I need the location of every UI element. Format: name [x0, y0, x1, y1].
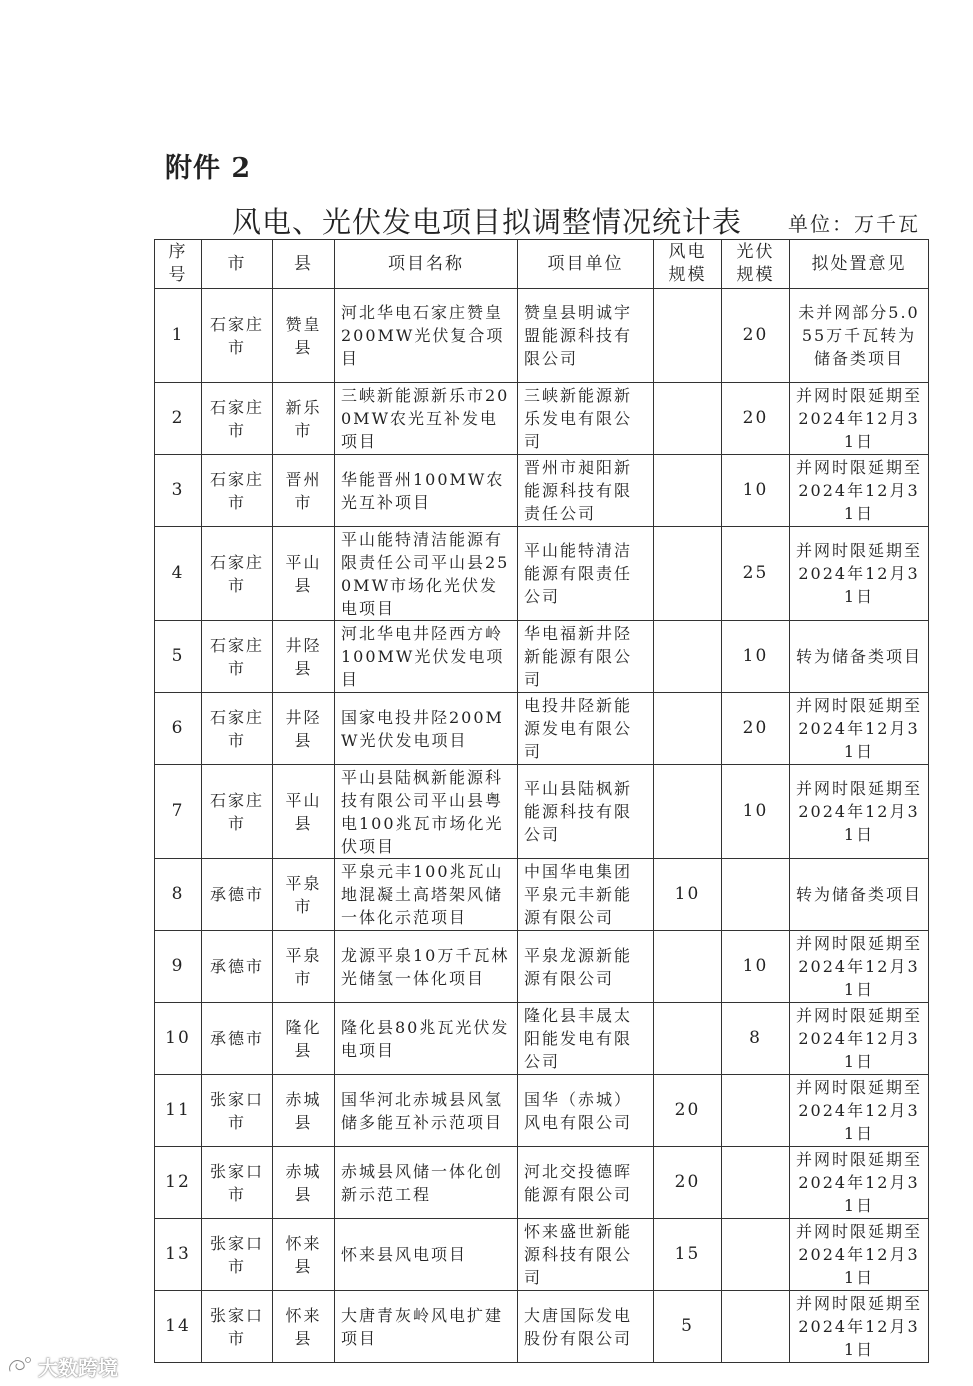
col-header-no: 序号: [155, 240, 202, 289]
cell-opinion: 未并网部分5.055万千瓦转为储备类项目: [790, 289, 929, 383]
cell-wind: [654, 527, 722, 621]
cell-no: 10: [155, 1003, 202, 1075]
cell-county: 晋州市: [273, 455, 335, 527]
watermark: [6, 1350, 118, 1382]
cell-solar: [722, 1147, 790, 1219]
cell-solar: 20: [722, 383, 790, 455]
cell-no: 7: [155, 765, 202, 859]
cell-city: 张家口市: [202, 1075, 273, 1147]
cell-solar: 10: [722, 455, 790, 527]
cell-no: 6: [155, 693, 202, 765]
cell-no: 3: [155, 455, 202, 527]
projects-table: [154, 239, 929, 1363]
cell-county: 怀来县: [273, 1291, 335, 1363]
cell-opinion: 并网时限延期至2024年12月31日: [790, 1147, 929, 1219]
cell-wind: 15: [654, 1219, 722, 1291]
cell-project: 平山县陆枫新能源科技有限公司平山县粤电100兆瓦市场化光伏项目: [335, 765, 518, 859]
cell-solar: 20: [722, 289, 790, 383]
unit-label: 单位：万千瓦: [788, 212, 920, 236]
cell-no: 8: [155, 859, 202, 931]
cell-wind: [654, 931, 722, 1003]
cell-wind: [654, 693, 722, 765]
table-row: [155, 859, 929, 931]
table-row: [155, 289, 929, 383]
cell-solar: 20: [722, 693, 790, 765]
table-row: [155, 1291, 929, 1363]
cell-solar: 10: [722, 621, 790, 693]
cell-opinion: 并网时限延期至2024年12月31日: [790, 527, 929, 621]
cell-no: 9: [155, 931, 202, 1003]
cell-city: 张家口市: [202, 1147, 273, 1219]
cell-no: 13: [155, 1219, 202, 1291]
cell-county: 赞皇县: [273, 289, 335, 383]
cell-project: 怀来县风电项目: [335, 1219, 518, 1291]
cell-project: 华能晋州100MW农光互补项目: [335, 455, 518, 527]
col-header-company: 项目单位: [518, 240, 654, 289]
cell-city: 承德市: [202, 859, 273, 931]
col-header-wind: 风电规模: [654, 240, 722, 289]
table-row: [155, 1219, 929, 1291]
cell-company: 平泉龙源新能源有限公司: [518, 931, 654, 1003]
cell-company: 平山县陆枫新能源科技有限公司: [518, 765, 654, 859]
cell-no: 1: [155, 289, 202, 383]
watermark-text: 大数跨境: [38, 1355, 118, 1380]
table-row: [155, 383, 929, 455]
cell-county: 井陉县: [273, 693, 335, 765]
cell-solar: 8: [722, 1003, 790, 1075]
cell-project: 三峡新能源新乐市200MW农光互补发电项目: [335, 383, 518, 455]
cell-solar: 10: [722, 931, 790, 1003]
cell-wind: [654, 383, 722, 455]
cell-project: 大唐青灰岭风电扩建项目: [335, 1291, 518, 1363]
cell-county: 平泉市: [273, 859, 335, 931]
cell-city: 张家口市: [202, 1219, 273, 1291]
table-row: [155, 1003, 929, 1075]
cell-solar: [722, 859, 790, 931]
cell-county: 隆化县: [273, 1003, 335, 1075]
cell-opinion: 并网时限延期至2024年12月31日: [790, 693, 929, 765]
cell-project: 国家电投井陉200MW光伏发电项目: [335, 693, 518, 765]
cell-no: 14: [155, 1291, 202, 1363]
cell-company: 华电福新井陉新能源有限公司: [518, 621, 654, 693]
cell-city: 承德市: [202, 931, 273, 1003]
cell-project: 隆化县80兆瓦光伏发电项目: [335, 1003, 518, 1075]
cell-company: 电投井陉新能源发电有限公司: [518, 693, 654, 765]
cell-city: 承德市: [202, 1003, 273, 1075]
cell-city: 石家庄市: [202, 455, 273, 527]
watermark-logo-icon: [6, 1355, 34, 1377]
cell-company: 大唐国际发电股份有限公司: [518, 1291, 654, 1363]
cell-company: 赞皇县明诚宇盟能源科技有限公司: [518, 289, 654, 383]
col-header-city: 市: [202, 240, 273, 289]
table-row: [155, 931, 929, 1003]
cell-opinion: 并网时限延期至2024年12月31日: [790, 931, 929, 1003]
table-header-row: [155, 240, 929, 289]
page-title: 风电、光伏发电项目拟调整情况统计表: [232, 205, 743, 239]
cell-no: 11: [155, 1075, 202, 1147]
cell-no: 5: [155, 621, 202, 693]
table-row: [155, 455, 929, 527]
cell-project: 国华河北赤城县风氢储多能互补示范项目: [335, 1075, 518, 1147]
table-row: [155, 621, 929, 693]
cell-opinion: 并网时限延期至2024年12月31日: [790, 1219, 929, 1291]
col-header-county: 县: [273, 240, 335, 289]
cell-company: 晋州市昶阳新能源科技有限责任公司: [518, 455, 654, 527]
cell-project: 平泉元丰100兆瓦山地混凝土高塔架风储一体化示范项目: [335, 859, 518, 931]
cell-county: 井陉县: [273, 621, 335, 693]
cell-opinion: 转为储备类项目: [790, 621, 929, 693]
cell-opinion: 转为储备类项目: [790, 859, 929, 931]
cell-solar: [722, 1219, 790, 1291]
cell-opinion: 并网时限延期至2024年12月31日: [790, 1291, 929, 1363]
cell-wind: [654, 765, 722, 859]
cell-county: 平泉市: [273, 931, 335, 1003]
cell-wind: 5: [654, 1291, 722, 1363]
cell-county: 怀来县: [273, 1219, 335, 1291]
cell-opinion: 并网时限延期至2024年12月31日: [790, 455, 929, 527]
col-header-solar: 光伏规模: [722, 240, 790, 289]
cell-county: 赤城县: [273, 1075, 335, 1147]
cell-city: 石家庄市: [202, 693, 273, 765]
cell-county: 赤城县: [273, 1147, 335, 1219]
cell-project: 平山能特清洁能源有限责任公司平山县250MW市场化光伏发电项目: [335, 527, 518, 621]
cell-project: 河北华电石家庄赞皇200MW光伏复合项目: [335, 289, 518, 383]
cell-company: 怀来盛世新能源科技有限公司: [518, 1219, 654, 1291]
cell-project: 赤城县风储一体化创新示范工程: [335, 1147, 518, 1219]
cell-city: 张家口市: [202, 1291, 273, 1363]
cell-city: 石家庄市: [202, 621, 273, 693]
cell-city: 石家庄市: [202, 383, 273, 455]
cell-solar: 10: [722, 765, 790, 859]
cell-wind: [654, 455, 722, 527]
cell-opinion: 并网时限延期至2024年12月31日: [790, 383, 929, 455]
cell-company: 中国华电集团平泉元丰新能源有限公司: [518, 859, 654, 931]
cell-solar: [722, 1075, 790, 1147]
cell-solar: [722, 1291, 790, 1363]
table-row: [155, 765, 929, 859]
cell-city: 石家庄市: [202, 527, 273, 621]
cell-project: 龙源平泉10万千瓦林光储氢一体化项目: [335, 931, 518, 1003]
cell-solar: 25: [722, 527, 790, 621]
cell-no: 12: [155, 1147, 202, 1219]
cell-wind: [654, 289, 722, 383]
cell-county: 平山县: [273, 527, 335, 621]
cell-company: 国华（赤城）风电有限公司: [518, 1075, 654, 1147]
cell-wind: [654, 1003, 722, 1075]
cell-wind: 10: [654, 859, 722, 931]
table-row: [155, 527, 929, 621]
cell-wind: 20: [654, 1147, 722, 1219]
cell-opinion: 并网时限延期至2024年12月31日: [790, 1003, 929, 1075]
cell-no: 2: [155, 383, 202, 455]
cell-company: 三峡新能源新乐发电有限公司: [518, 383, 654, 455]
cell-county: 新乐市: [273, 383, 335, 455]
table-body: [155, 289, 929, 1363]
cell-no: 4: [155, 527, 202, 621]
table-row: [155, 1075, 929, 1147]
cell-county: 平山县: [273, 765, 335, 859]
cell-city: 石家庄市: [202, 289, 273, 383]
table-row: [155, 1147, 929, 1219]
cell-company: 河北交投德晖能源有限公司: [518, 1147, 654, 1219]
cell-project: 河北华电井陉西方岭100MW光伏发电项目: [335, 621, 518, 693]
table-row: [155, 693, 929, 765]
cell-wind: [654, 621, 722, 693]
col-header-project: 项目名称: [335, 240, 518, 289]
col-header-opinion: 拟处置意见: [790, 240, 929, 289]
cell-wind: 20: [654, 1075, 722, 1147]
cell-city: 石家庄市: [202, 765, 273, 859]
cell-company: 隆化县丰晟太阳能发电有限公司: [518, 1003, 654, 1075]
cell-opinion: 并网时限延期至2024年12月31日: [790, 1075, 929, 1147]
cell-company: 平山能特清洁能源有限责任公司: [518, 527, 654, 621]
cell-opinion: 并网时限延期至2024年12月31日: [790, 765, 929, 859]
attachment-label: 附件 2: [165, 153, 252, 184]
